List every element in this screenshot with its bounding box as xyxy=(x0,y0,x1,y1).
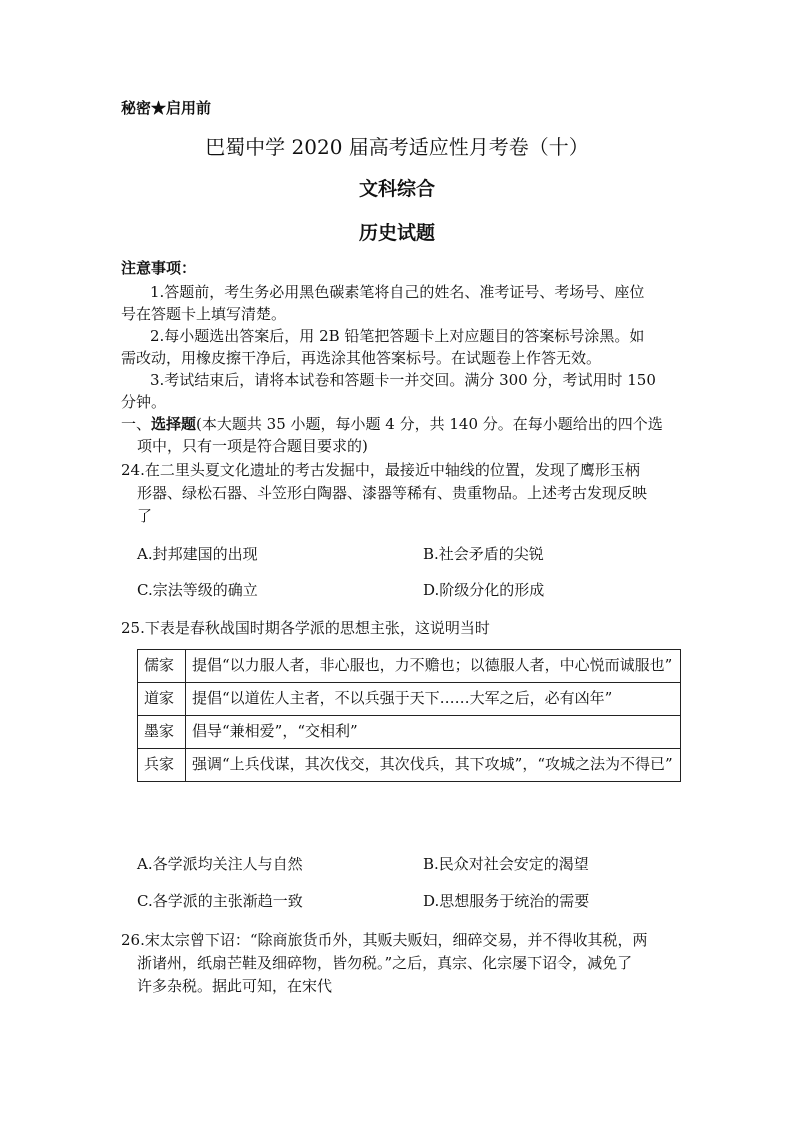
view-cell: 提倡“以力服人者，非心服也，力不赡也；以德服人者，中心悦而诚服也” xyxy=(186,650,681,683)
school-cell: 墨家 xyxy=(138,716,186,749)
question-stem: 许多杂税。据此可知，在宋代 xyxy=(137,977,333,995)
confidential-mark: 秘密★启用前 xyxy=(121,99,212,117)
question-stem: 浙诸州，纸扇芒鞋及细碎物，皆勿税。”之后，真宗、化宗屡下诏令，减免了 xyxy=(137,954,633,972)
table-row xyxy=(138,716,681,749)
school-cell: 兵家 xyxy=(138,749,186,782)
view-cell: 提倡“以道佐人主者，不以兵强于天下……大军之后，必有凶年” xyxy=(186,683,681,716)
notes-heading: 注意事项： xyxy=(121,259,197,277)
school-cell: 儒家 xyxy=(138,650,186,683)
question-stem: 24.在二里头夏文化遗址的考古发掘中，最接近中轴线的位置，发现了鹰形玉柄 xyxy=(121,461,640,479)
note-line: 2.每小题选出答案后，用 2B 铅笔把答题卡上对应题目的答案标号涂黑。如 xyxy=(150,327,645,345)
table-row xyxy=(138,749,681,782)
exam-title: 巴蜀中学 2020 届高考适应性月考卷（十） xyxy=(205,135,589,159)
section-label: 选择题 xyxy=(151,415,197,433)
table-row xyxy=(138,683,681,716)
option-c: C.各学派的主张渐趋一致 xyxy=(137,892,303,910)
section-desc-cont: 项中，只有一项是符合题目要求的) xyxy=(137,437,368,455)
section-desc: (本大题共 35 小题，每小题 4 分，共 140 分。在每小题给出的四个选 xyxy=(196,415,663,433)
note-line: 1.答题前，考生务必用黑色碳素笔将自己的姓名、准考证号、考场号、座位 xyxy=(150,283,645,301)
view-cell: 强调“上兵伐谋，其次伐交，其次伐兵，其下攻城”，“攻城之法为不得已” xyxy=(186,749,681,782)
note-line: 分钟。 xyxy=(121,393,167,411)
table-row xyxy=(138,650,681,683)
paper-subtitle: 历史试题 xyxy=(358,222,435,244)
note-line: 号在答题卡上填写清楚。 xyxy=(121,305,287,323)
option-a: A.封邦建国的出现 xyxy=(137,545,258,563)
school-cell: 道家 xyxy=(138,683,186,716)
note-line: 需改动，用橡皮擦干净后，再选涂其他答案标号。在试题卷上作答无效。 xyxy=(121,349,602,367)
option-b: B.民众对社会安定的渴望 xyxy=(423,855,589,873)
option-a: A.各学派均关注人与自然 xyxy=(137,855,303,873)
question-stem: 了 xyxy=(137,507,153,525)
question-stem: 形器、绿松石器、斗笠形白陶器、漆器等稀有、贵重物品。上述考古发现反映 xyxy=(137,484,648,502)
question-stem: 26.宋太宗曾下诏：“除商旅货币外，其贩夫贩妇，细碎交易，并不得收其税，两 xyxy=(121,931,648,949)
note-line: 3.考试结束后，请将本试卷和答题卡一并交回。满分 300 分，考试用时 150 xyxy=(150,371,656,389)
option-b: B.社会矛盾的尖锐 xyxy=(423,545,544,563)
view-cell: 倡导“兼相爱”，“交相利” xyxy=(186,716,681,749)
question-stem: 25.下表是春秋战国时期各学派的思想主张，这说明当时 xyxy=(121,619,490,637)
section-lead: 一、 xyxy=(121,415,152,433)
option-d: D.阶级分化的形成 xyxy=(423,581,545,599)
section-heading xyxy=(121,413,663,434)
subject-title: 文科综合 xyxy=(358,178,435,200)
option-c: C.宗法等级的确立 xyxy=(137,581,258,599)
option-d: D.思想服务于统治的需要 xyxy=(423,892,590,910)
schools-table xyxy=(137,649,681,782)
